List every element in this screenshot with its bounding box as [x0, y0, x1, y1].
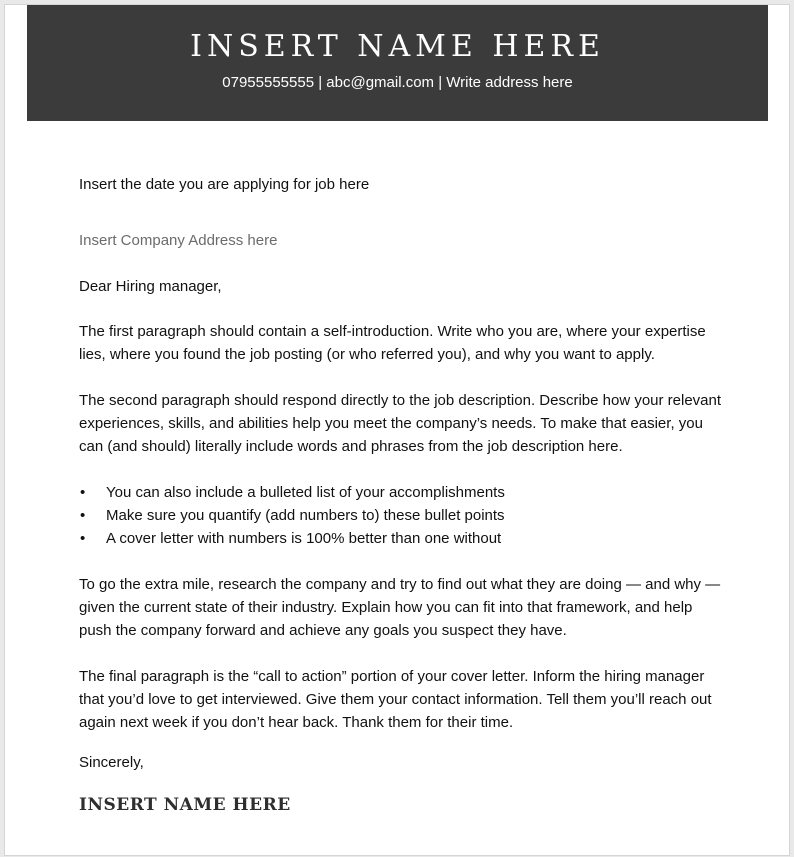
signature-name: INSERT NAME HERE — [79, 795, 291, 815]
list-item — [79, 527, 729, 550]
list-item-text: A cover letter with numbers is 100% better than one without — [106, 530, 502, 547]
salutation: Dear Hiring manager, — [79, 278, 222, 295]
paragraph-call-to-action: The final paragraph is the “call to action” portion of your cover letter. Inform the hiring manager that you’d love to get interviewed. Give them your contact information. Tell them you’ll reach out again next week if you don’t hear back. Thank them for their time. — [79, 668, 712, 731]
bullet-icon: • — [80, 530, 86, 547]
list-item-text: You can also include a bulleted list of your accomplishments — [106, 484, 505, 501]
paragraph-introduction: The first paragraph should contain a self-introduction. Write who you are, where your expertise lies, where you found the job posting (or who referred you), and why you want to apply. — [79, 323, 706, 363]
bullet-icon: • — [80, 484, 86, 501]
letter-date: Insert the date you are applying for job here — [79, 176, 370, 193]
header-name: INSERT NAME HERE — [190, 29, 605, 64]
bullet-icon: • — [80, 507, 86, 524]
list-item — [79, 481, 729, 504]
company-address: Insert Company Address here — [79, 232, 278, 249]
paragraph-job-description: The second paragraph should respond directly to the job description. Describe how your relevant experiences, skills, and abilities help you meet the company’s needs. To make that easier, you can (and should) literally include words and phrases from the job description here. — [79, 392, 722, 455]
paragraph-research: To go the extra mile, research the company and try to find out what they are doing — and why — given the current state of their industry. Explain how you can fit into that framework, and help push the company forward and achieve any goals you suspect they have. — [79, 576, 721, 639]
closing: Sincerely, — [79, 754, 144, 771]
header-contact-line: 07955555555 | abc@gmail.com | Write address here — [222, 74, 573, 91]
document-page — [4, 4, 790, 856]
list-item — [79, 504, 729, 527]
accomplishments-list — [79, 481, 729, 550]
list-item-text: Make sure you quantify (add numbers to) these bullet points — [106, 507, 505, 524]
letter-header — [27, 5, 768, 121]
